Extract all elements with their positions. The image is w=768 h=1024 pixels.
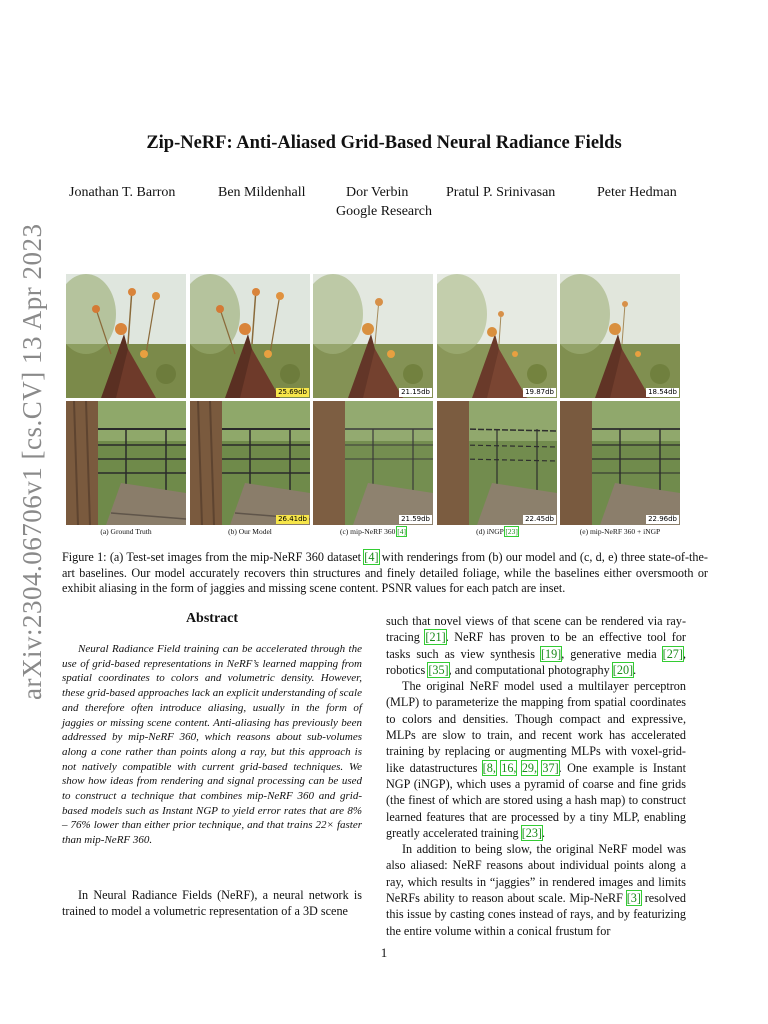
citation-link[interactable]: 29, <box>521 760 538 775</box>
citation-link[interactable]: [19] <box>540 646 562 661</box>
flower-image-ingp <box>437 274 557 398</box>
flower-image-ground-truth <box>66 274 186 398</box>
paper-title: Zip-NeRF: Anti-Aliased Grid-Based Neural Radiance Fields <box>146 133 622 153</box>
psnr-value: 25.69db <box>278 388 307 396</box>
flower-image-mip-nerf-360 <box>313 274 433 398</box>
figure-caption: Figure 1: (a) Test-set images from the mip-NeRF 360 dataset [4] with renderings from (b) our model and (c, d, e) three state-of-the-art baselines. Our model accurately recovers thin structures and finely detailed foliage, while the baselines either oversmooth or exhibit aliasing in the form of jaggies and missing scene content. PSNR values for each patch are inset. <box>62 550 708 595</box>
subfigure-label: (c) mip-NeRF 360 [4] <box>339 527 407 536</box>
psnr-value: 19.87db <box>525 388 554 396</box>
citation-link[interactable]: 37] <box>542 760 559 775</box>
author-name: Jonathan T. Barron <box>69 185 176 200</box>
body-paragraph: such that novel views of that scene can be rendered via ray-tracing [21]. NeRF has proven to be an effective tool for tasks such as view synthesis [19], generative media [27], robotics [35], and computational photography [20]. <box>386 614 686 677</box>
tree-image-our-model <box>190 401 310 525</box>
psnr-value: 22.96db <box>648 515 677 523</box>
tree-image-mip-nerf-360-ingp <box>560 401 680 525</box>
citation-link[interactable]: [4] <box>397 527 407 536</box>
subfigure-label: (e) mip-NeRF 360 + iNGP <box>579 527 661 536</box>
author-name: Dor Verbin <box>346 185 409 200</box>
author-name: Pratul P. Srinivasan <box>446 185 556 200</box>
psnr-value: 22.45db <box>525 515 554 523</box>
citation-link[interactable]: [4] <box>364 550 379 564</box>
author-affiliation: Google Research <box>335 204 433 219</box>
subfigure-label: (a) Ground Truth <box>100 527 152 536</box>
citation-link[interactable]: [35] <box>428 662 449 677</box>
subfigure-label: (b) Our Model <box>228 527 272 536</box>
tree-image-ingp <box>437 401 557 525</box>
citation-link[interactable]: [23] <box>521 825 542 840</box>
author-name: Peter Hedman <box>597 185 677 200</box>
intro-paragraph: In Neural Radiance Fields (NeRF), a neural network is trained to model a volumetric representation of a 3D scene <box>62 888 362 918</box>
citation-link[interactable]: [21] <box>425 630 446 645</box>
abstract-text: Neural Radiance Field training can be accelerated through the use of grid-based representations in NeRF’s learned mapping from spatial coordinates to colors and volumetric density. However, these grid-based approaches lack an explicit understanding of scale and therefore often introduce aliasing, usually in the form of jaggies or missing scene content. Anti-aliasing has previously been addressed by mip-NeRF 360, which reasons about sub-volumes along a cone rather than points along a ray, but this approach is not natively compatible with current grid-based techniques. We show how ideas from rendering and signal processing can be used to construct a technique that combines mip-NeRF 360 and grid-based models such as Instant NGP to yield error rates that are 8% – 76% lower than either prior technique, and that trains 22× faster than mip-NeRF 360. <box>62 643 362 847</box>
right-column-text <box>386 613 686 939</box>
psnr-value: 18.54db <box>648 388 677 396</box>
flower-image-our-model <box>190 274 310 398</box>
citation-link[interactable]: [23] <box>505 527 518 536</box>
author-name: Ben Mildenhall <box>218 185 306 200</box>
citation-link[interactable]: [8, <box>482 760 496 775</box>
citation-link[interactable]: [27] <box>662 646 683 661</box>
tree-image-ground-truth <box>66 401 186 525</box>
body-paragraph: In addition to being slow, the original NeRF model was also aliased: NeRF reasons about individual points along a ray, which results in “jaggies” in rendered images and limits NeRFs ability to reason about scale. Mip-NeRF [3] resolved this issue by casting cones instead of rays, and by featurizing the entire volume within a conical frustum for <box>386 842 687 938</box>
tree-image-mip-nerf-360 <box>313 401 433 525</box>
flower-image-mip-nerf-360-ingp <box>560 274 680 398</box>
psnr-value: 21.15db <box>401 388 430 396</box>
page-number: 1 <box>380 945 388 960</box>
psnr-value: 21.59db <box>401 515 430 523</box>
citation-link[interactable]: [20] <box>612 662 634 677</box>
citation-link[interactable]: 16, <box>501 760 517 775</box>
subfigure-label: (d) iNGP [23] <box>476 527 518 536</box>
arxiv-identifier: arXiv:2304.06706v1 [cs.CV] 13 Apr 2023 <box>16 223 47 700</box>
psnr-value: 26.41db <box>278 515 307 523</box>
citation-link[interactable]: [3] <box>626 891 641 906</box>
abstract-heading: Abstract <box>185 611 239 626</box>
body-paragraph: The original NeRF model used a multilayer perceptron (MLP) to parameterize the mapping from spatial coordinates to colors and densities. Though compact and expressive, MLPs are slow to train, and recent work has accelerated training by replacing or augmenting MLPs with voxel-grid-like datastructures [8, 16, 29, 37]. One example is Instant NGP (iNGP), which uses a pyramid of coarse and fine grids (the finest of which are stored using a hash map) to construct learned features that are processed by a tiny MLP, enabling greatly accelerated training [23]. <box>386 679 687 840</box>
